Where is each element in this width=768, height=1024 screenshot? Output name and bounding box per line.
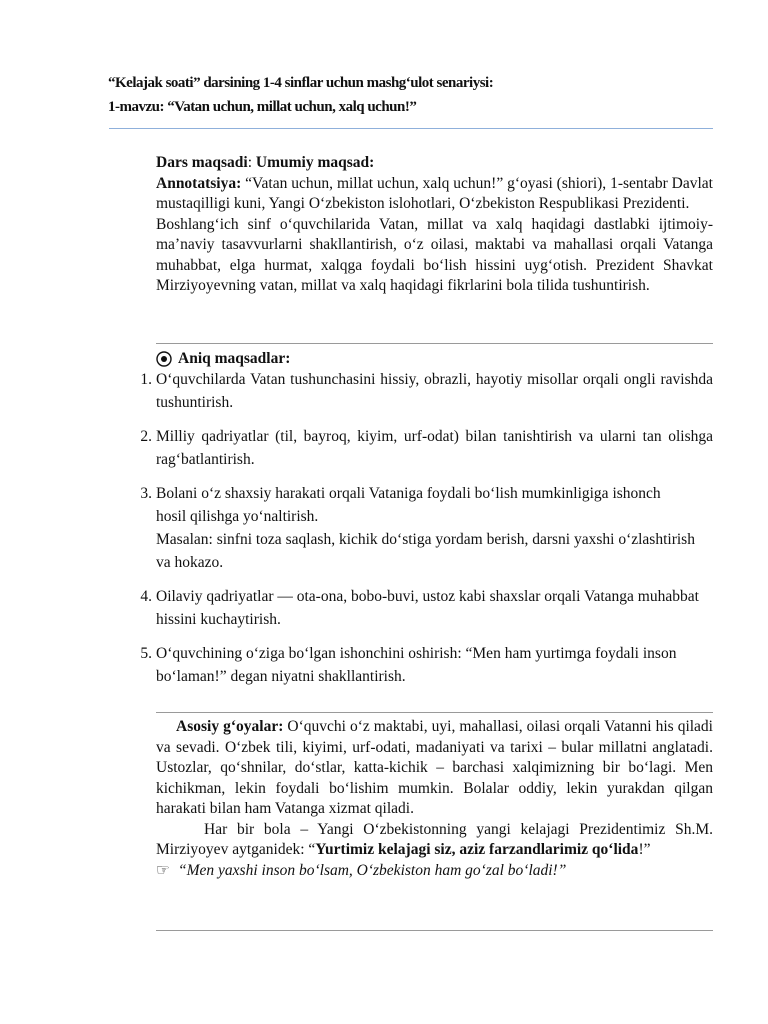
objectives-title-text: Aniq maqsadlar: (178, 350, 291, 367)
list-item-text: O‘quvchilarda Vatan tushunchasini hissiy, obrazli, hayotiy misollar orqali ongli ravishda tushuntirish. (156, 371, 713, 411)
list-item (140, 425, 713, 471)
pointing-hand-icon: ☞ (156, 861, 170, 879)
list-item (140, 482, 713, 574)
list-item-text: Milliy qadriyatlar (til, bayroq, kiyim, urf-odat) bilan tanishtirish va ularni tan olishga rag‘batlantirish. (156, 428, 713, 468)
lesson-goal (156, 153, 713, 174)
section-divider (156, 712, 713, 713)
eye-icon (156, 351, 172, 367)
president-quote-paragraph (156, 820, 713, 861)
list-item (140, 368, 713, 414)
annotation-label: Annotatsiya: (156, 174, 242, 192)
section-divider (156, 343, 713, 344)
list-item-example: Masalan: sinfni toza saqlash, kichik do‘stiga yordam berish, darsni yaxshi o‘zlashtirish va hokazo. (156, 531, 695, 571)
goal-value: Umumiy maqsad: (255, 154, 375, 171)
annotation (156, 174, 713, 215)
objectives-title (156, 349, 290, 369)
section-divider (156, 930, 713, 931)
quote-bold: Yurtimiz kelajagi siz, aziz farzandlarimiz qo‘lida (315, 841, 639, 858)
list-item-text: O‘quvchining o‘ziga bo‘lgan ishonchini oshirish: “Men ham yurtimga foydali inson bo‘laman!” degan niyatni shakllantirish. (156, 645, 677, 685)
main-ideas-paragraph (156, 717, 713, 820)
list-item-text: Oilaviy qadriyatlar — ota-ona, bobo-buvi, ustoz kabi shaxslar orqali Vatanga muhabbat hissini kuchaytirish. (156, 588, 699, 628)
document-header (108, 71, 728, 119)
quote-intro: Har bir bola – Yangi O‘zbekistonning yangi kelajagi Prezidentimiz Sh.M. Mirziyoyev aytganidek: “ (156, 820, 713, 858)
list-item-number: 1. (140, 371, 152, 388)
intro-section (156, 153, 713, 297)
main-ideas-label: Asosiy g‘oyalar: (176, 718, 284, 735)
motto-text: “Men yaxshi inson bo‘lsam, O‘zbekiston ham go‘zal bo‘ladi!” (178, 861, 567, 879)
lesson-topic: 1-mavzu: “Vatan uchun, millat uchun, xalq uchun!” (108, 99, 417, 115)
quote-end: !” (638, 841, 651, 858)
list-item (140, 585, 713, 631)
goal-separator: : (247, 154, 256, 171)
list-item (140, 642, 713, 688)
lesson-title: “Kelajak soati” darsining 1-4 sinflar uchun mashg‘ulot senariysi: (108, 75, 494, 91)
intro-paragraph: Boshlang‘ich sinf o‘quvchilarida Vatan, millat va xalq haqidagi dastlabki ijtimoiy-ma’naviy tasavvurlarni shakllantirish, o‘z oilasi, maktabi va mahallasi orqali Vatanga muhabbat, elga hurmat, xalqga foydali bo‘lish hissini uyg‘otish. Prezident Shavkat Mirziyoyevning vatan, millat va xalq haqidagi fikrlarini bola tilida tushuntirish. (156, 215, 713, 294)
list-item-number: 5. (140, 645, 152, 662)
list-item-number: 2. (140, 428, 152, 445)
list-item-number: 4. (140, 588, 152, 605)
main-ideas-section (156, 717, 713, 881)
list-item-text: Bolani o‘z shaxsiy harakati orqali Vataniga foydali bo‘lish mumkinligiga ishonch hosil qilishga yo‘naltirish. (156, 485, 661, 525)
list-item-number: 3. (140, 485, 152, 502)
goal-label: Dars maqsadi (156, 154, 248, 171)
annotation-text: “Vatan uchun, millat uchun, xalq uchun!” g‘oyasi (shiori), 1-sentabr Davlat mustaqilligi kuni, Yangi O‘zbekiston islohotlari, O‘zbekiston Respublikasi Prezidenti. (156, 174, 713, 212)
header-divider (109, 128, 713, 129)
main-ideas-text: O‘quvchi o‘z maktabi, uyi, mahallasi, oilasi orqali Vatanni his qiladi va sevadi. O‘zbek tili, kiyimi, urf-odati, madaniyati va tarixi – bular millatni anglatadi. Ustozlar, qo‘shnilar, do‘stlar, katta-kichik – barchasi xalqimizning bir bo‘lagi. Men kichikman, lekin foydali bo‘lishim mumkin. Bolalar oddiy, lekin yurakdan qilgan harakati bilan ham Vatanga xizmat qiladi. (156, 718, 713, 817)
motto-line (156, 861, 713, 882)
